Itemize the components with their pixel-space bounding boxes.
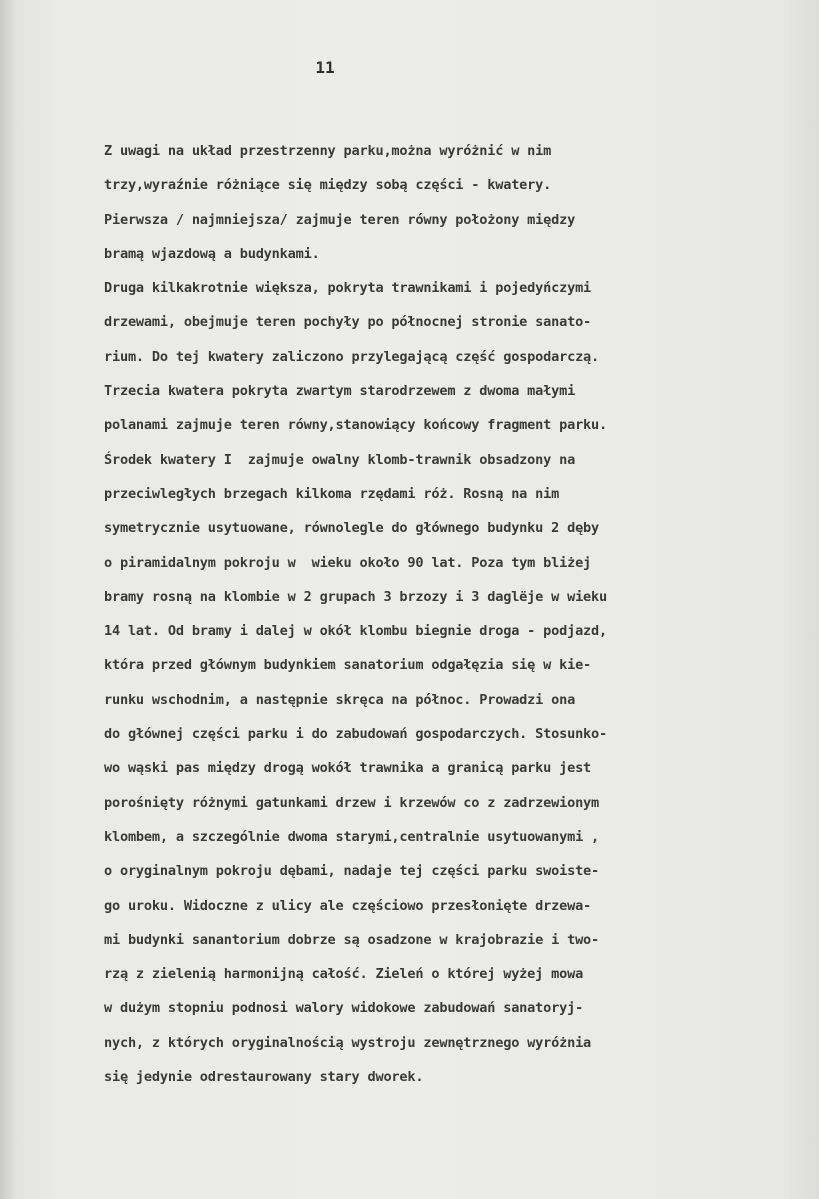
text-line: wo wąski pas między drogą wokół trawnika a granicą parku jest (104, 760, 592, 777)
text-line: przeciwległych brzegach kilkoma rzędami róż. Rosną na nim (104, 485, 560, 502)
text-line: o oryginalnym pokroju dębami, nadaje tej części parku swoiste- (104, 863, 600, 880)
text-line: się jedynie odrestaurowany stary dworek. (104, 1069, 424, 1086)
body-text (104, 134, 804, 1094)
text-line: bramą wjazdową a budynkami. (104, 245, 320, 262)
text-line: rium. Do tej kwatery zaliczono przylegającą część gospodarczą. (104, 348, 600, 365)
text-line: porośnięty różnymi gatunkami drzew i krzewów co z zadrzewionym (104, 794, 600, 811)
text-line: trzy,wyraźnie różniące się między sobą części - kwatery. (104, 177, 552, 194)
page-number: 11 (315, 58, 335, 77)
text-line: Druga kilkakrotnie większa, pokryta trawnikami i pojedyńczymi (104, 280, 592, 297)
text-line: symetrycznie usytuowane, równolegle do głównego budynku 2 dęby (104, 520, 600, 537)
text-line: do głównej części parku i do zabudowań gospodarczych. Stosunko- (104, 726, 608, 743)
text-line: drzewami, obejmuje teren pochyły po północnej stronie sanato- (104, 314, 592, 331)
text-line: Z uwagi na układ przestrzenny parku,można wyróżnić w nim (104, 143, 552, 159)
text-line: która przed głównym budynkiem sanatorium odgałęzia się w kie- (104, 657, 592, 674)
text-line: w dużym stopniu podnosi walory widokowe zabudowań sanatoryj- (104, 1000, 584, 1017)
text-line: nych, z których oryginalnością wystroju zewnętrznego wyróżnia (104, 1034, 592, 1051)
text-line: rzą z zielenią harmonijną całość. Zieleń o której wyżej mowa (104, 966, 584, 983)
text-line: Pierwsza / najmniejsza/ zajmuje teren równy położony między (104, 211, 576, 228)
text-line: o piramidalnym pokroju w wieku około 90 lat. Poza tym bliżej (104, 554, 592, 571)
text-line: 14 lat. Od bramy i dalej w okół klombu biegnie droga - podjazd, (104, 623, 608, 640)
text-line: go uroku. Widoczne z ulicy ale częściowo przesłonięte drzewa- (104, 897, 592, 914)
text-line: bramy rosną na klombie w 2 grupach 3 brzozy i 3 daglëje w wieku (104, 588, 608, 605)
text-line: Trzecia kwatera pokryta zwartym starodrzewem z dwoma małymi (104, 383, 576, 400)
text-line: mi budynki sanantorium dobrze są osadzone w krajobrazie i two- (104, 931, 600, 948)
text-line: polanami zajmuje teren równy,stanowiący końcowy fragment parku. (104, 417, 608, 434)
text-line: runku wschodnim, a następnie skręca na północ. Prowadzi ona (104, 691, 576, 708)
text-line: Środek kwatery I zajmuje owalny klomb-trawnik obsadzony na (104, 451, 576, 468)
text-line: klombem, a szczególnie dwoma starymi,centralnie usytuowanymi , (104, 828, 600, 845)
